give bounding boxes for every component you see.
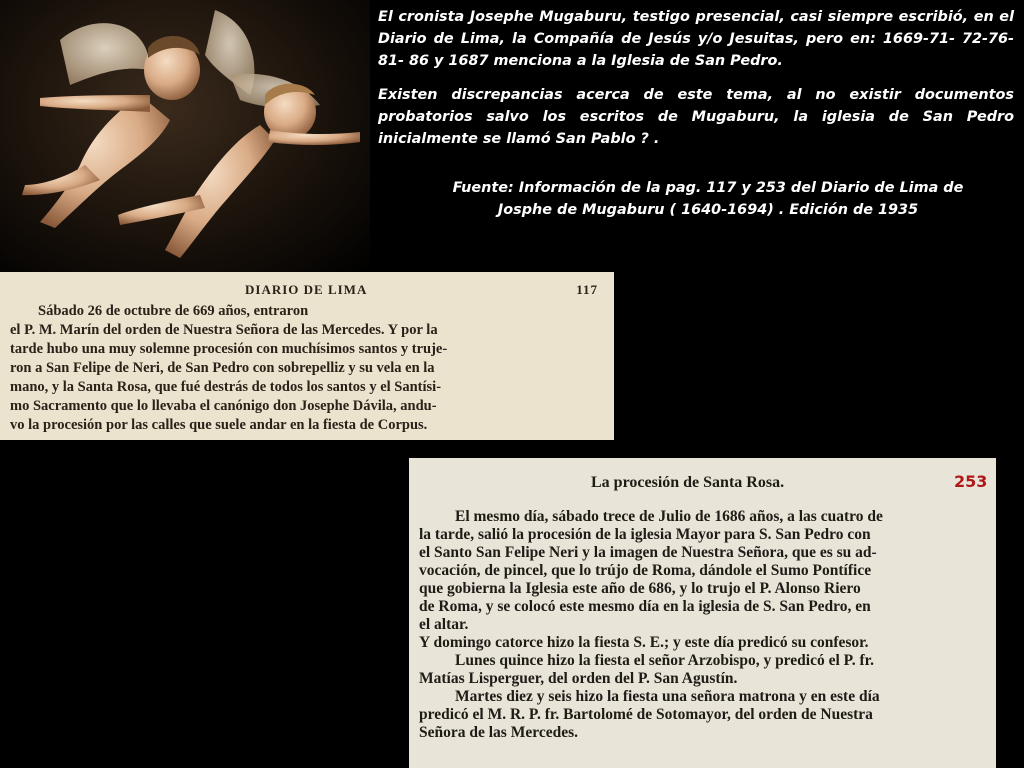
text-line: El mesmo día, sábado trece de Julio de 1686 años, a las cuatro de: [455, 508, 883, 525]
text-line: el Santo San Felipe Neri y la imagen de Nuestra Señora, que es su ad-: [419, 544, 877, 561]
text-line: Lunes quince hizo la fiesta el señor Arzobispo, y predicó el P. fr.: [455, 652, 874, 669]
text-line: vocación, de pincel, que lo trújo de Roma, dándole el Sumo Pontífice: [419, 562, 872, 579]
source-line-1: Fuente: Información de la pag. 117 y 253 del Diario de Lima de: [452, 180, 964, 196]
text-line: que gobierna la Iglesia este año de 686, y lo trujo el P. Alonso Riero: [419, 580, 861, 597]
cherubs-painting: [0, 0, 370, 272]
text-line: Y domingo catorce hizo la fiesta S. E.; y este día predicó su confesor.: [419, 634, 869, 651]
diary-page-253-clipping: [409, 458, 996, 768]
text-line: tarde hubo una muy solemne procesión con muchísimos santos y truje-: [10, 341, 448, 357]
text-line: el altar.: [419, 616, 469, 633]
text-line: el P. M. Marín del orden de Nuestra Señora de las Mercedes. Y por la: [10, 322, 438, 338]
clipping-title: La procesión de Santa Rosa.: [591, 474, 785, 491]
text-line: mo Sacramento que lo llevaba el canónigo don Josephe Dávila, andu-: [10, 398, 437, 414]
clipping-header: [10, 280, 604, 302]
cherubs-illustration: [0, 0, 370, 272]
source-line-2: Josphe de Mugaburu ( 1640-1694) . Edición de 1935: [497, 202, 919, 218]
clipping-title: DIARIO DE LIMA: [245, 282, 368, 297]
source-citation: [378, 177, 1024, 221]
text-line: Sábado 26 de octubre de 669 años, entraron: [38, 303, 309, 319]
clipping-header: [419, 470, 986, 508]
text-line: Matías Lisperguer, del orden del P. San Agustín.: [419, 670, 738, 687]
page-number: 117: [576, 282, 598, 297]
diary-page-117-clipping: [0, 272, 614, 440]
text-line: predicó el M. R. P. fr. Bartolomé de Sotomayor, del orden de Nuestra: [419, 706, 873, 723]
page-number: 253: [954, 472, 988, 491]
text-line: Señora de las Mercedes.: [419, 724, 578, 741]
text-line: de Roma, y se colocó este mesmo día en la iglesia de S. San Pedro, en: [419, 598, 871, 615]
intro-paragraph-2: Existen discrepancias acerca de este tema, al no existir documentos probatorios salvo los escritos de Mugaburu, la iglesia de San Pedro inicialmente se llamó San Pablo ? .: [378, 87, 1014, 147]
text-line: vo la procesión por las calles que suele andar en la fiesta de Corpus.: [10, 417, 428, 433]
intro-text: [378, 6, 1014, 162]
intro-paragraph-1: El cronista Josephe Mugaburu, testigo presencial, casi siempre escribió, en el Diario de Lima, la Compañía de Jesús y/o Jesuitas, pero en: 1669-71- 72-76-81- 86 y 1687 menciona a la Iglesia de San Pedro.: [378, 9, 1014, 69]
text-line: Martes diez y seis hizo la fiesta una señora matrona y en este día: [455, 688, 880, 705]
text-line: mano, y la Santa Rosa, que fué destrás de todos los santos y el Santísi-: [10, 379, 442, 395]
text-line: ron a San Felipe de Neri, de San Pedro con sobrepelliz y su vela en la: [10, 360, 435, 376]
text-line: la tarde, salió la procesión de la iglesia Mayor para S. San Pedro con: [419, 526, 871, 543]
